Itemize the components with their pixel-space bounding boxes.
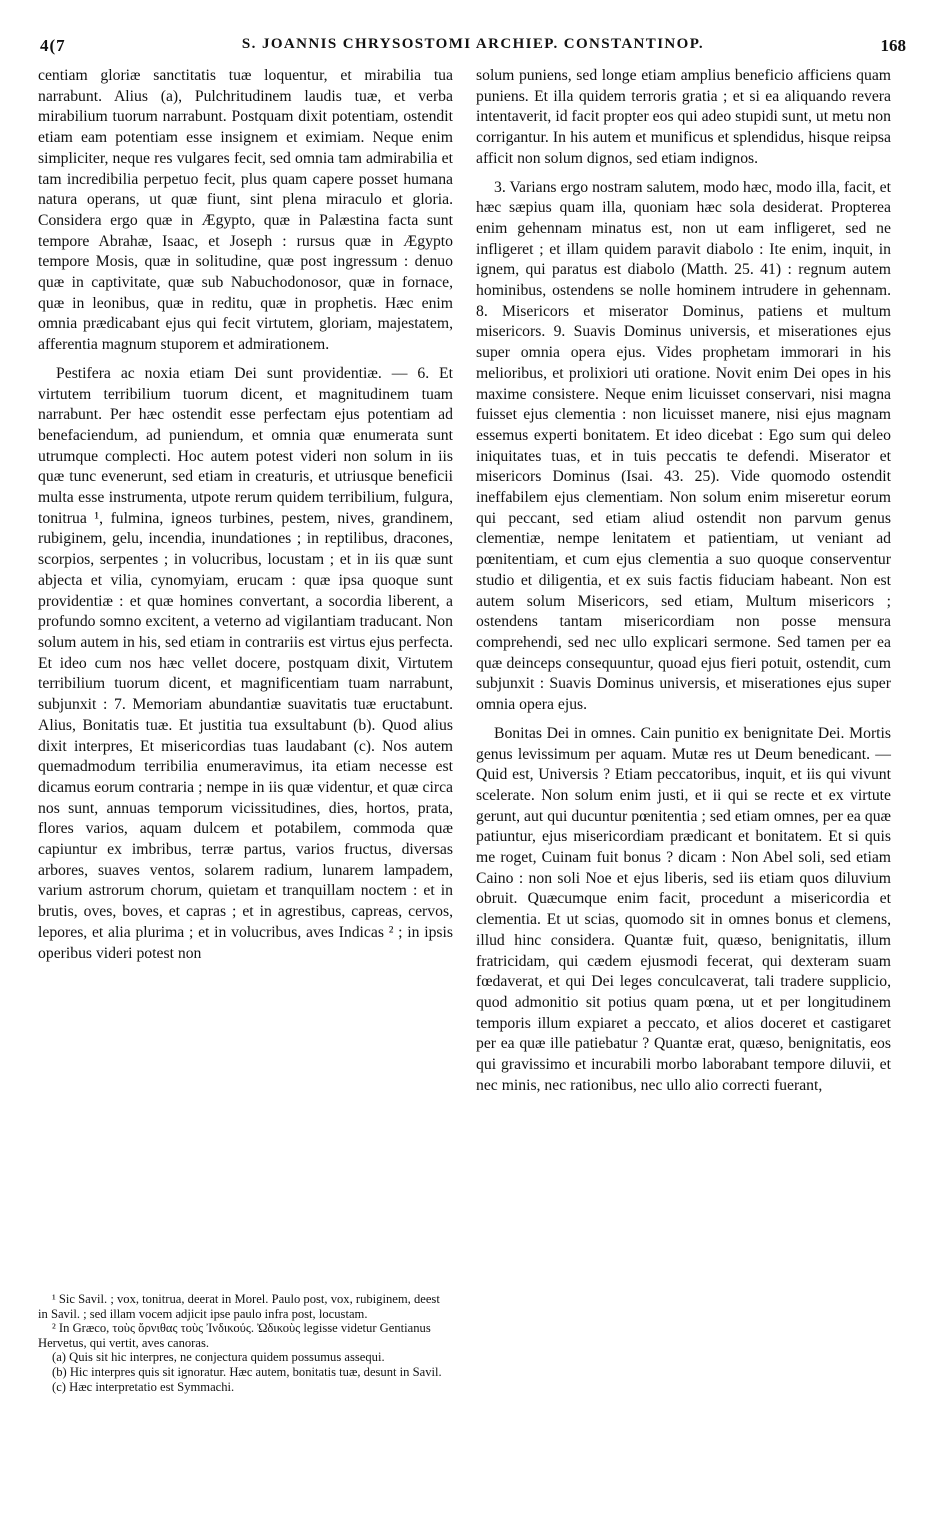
footnotes [38,1292,448,1394]
page-number-right: 168 [880,36,906,55]
paragraph: centiam gloriæ sanctitatis tuæ loquentur, et mirabilia tua narrabunt. Alius (a), Pulchritudinem laudis tuæ, et verba mirabilium tuorum narrabunt. Postquam dixit potentiam, ostendit etiam eam potentiam esse insignem et eximiam. Neque enim simpliciter, neque res vulgares fecit, sed omnia tam admirabilia et tam incredibilia perpetuo fecit, plus quam capere posset humana natura operans, ut quæ fiunt, sint plena miraculo et gloria. Considera ergo quæ in Ægypto, quæ in Palæstina facta sunt tempore Abrahæ, Isaac, et Joseph : rursus quæ in Ægypto tempore Mosis, quæ in solitudine, quæ post ingressum : denuo quæ in captivitate, quæ sub Nabuchodonosor, quæ in fornace, quæ in leonibus, quæ in reditu, quæ in prophetis. Hæc enim omnia prædicabant ejus qui fecit virtutem, gloriam, majestatem, afferentia magnum stuporem et admirationem. [38,67,453,354]
paragraph: Pestifera ac noxia etiam Dei sunt providentiæ. — 6. Et virtutem terribilium tuorum dicent, et magnitudinem tuam narrabunt. Per hæc ostendit esse perfectam ejus potentiam ad benefaciendum, ad puniendum, et omnia quæ enumerata sunt utrumque complecti. Hoc autem potest videri non solum in iis quæ tunc evenerunt, sed etiam in creaturis, et utriusque beneficii multa esse instrumenta, utpote rerum quidem terribilium, fulgura, tonitrua ¹, fulmina, igneos turbines, pestem, nives, grandinem, rubiginem, gelu, incendia, inundationes ; in reptilibus, dracones, scorpios, serpentes ; in volucribus, locustam ; et in iis quæ sunt abjecta et vilia, cynomyiam, erucam : quæ ipsa quoque sunt providentiæ : et quæ homines convertant, a socordia liberent, a profundo somno excitent, a veterno ad vigilantiam traducant. Non solum autem in his, sed etiam in contrariis est virtus ejus perfecta. Et ideo cum nos hæc vellet docere, postquam dixit, Virtutem terribilium tuorum dicent, et magnificentiam tuam narrabunt, subjunxit : 7. Memoriam abundantiæ suavitatis tuæ eructabunt. Alius, Bonitatis tuæ. Et justitia tua exsultabunt (b). Quod alius dixit interpres, Et misericordias tuas laudabant (c). Nos autem quemadmodum terribilia enumeravimus, ita etiam necesse est dicamus eorum contraria ; nempe in iis quæ videntur, et quæ circa nos sunt, annuas temporum vicissitudines, dies, hortos, prata, flores varios, aquam dulcem et potabilem, commoda quæ capiuntur ex imbribus, terræ partus, varios fructus, diversas arbores, suaves ventos, solarem radium, lunarem lampadem, varium astrorum chorum, quietam et tranquillam noctem : et in brutis, oves, boves, et capras ; et in agrestibus, capreas, cervos, lepores, et alia plurima ; et in volucribus, aves Indicas ² ; in ipsis operibus videri potest non [38,364,453,962]
paragraph: solum puniens, sed longe etiam amplius beneficio afficiens quam puniens. Et illa quidem terroris gratia ; et si ea aliquando revera intentaverit, id facit propter eos qui adeo stupidi sunt, ut metu non corrigantur. In his autem et munificus et splendidus, hisque reipsa afficit non solum dignos, sed etiam indignos. [476,67,891,167]
paragraph: Bonitas Dei in omnes. Cain punitio ex benignitate Dei. Mortis genus levissimum per aquam. Mutæ res ut Deum benedicant. — Quid est, Universis ? Etiam peccatoribus, inquit, et iis qui vivunt scelerate. Non solum enim justi, et ii qui se recte et ex virtute gerunt, aut qui ducuntur pœnitentia ; sed etiam omnes, per ea quæ patiuntur, ejus misericordiam prædicant et bonitatem. Et si quis me roget, Cuinam fuit bonus ? dicam : Non Abel soli, sed etiam Caino : non soli Noe et ejus liberis, sed iis etiam quos diluvium obruit. Quæcumque enim facit, procedunt a misericordia et clementia. Et ut scias, quomodo sit in omnes bonus et clemens, illud hinc considera. Quantæ fuit, quæso, benignitatis, illum fratricidam, qui cædem ejusmodi fecerat, qui dexteram suam fœdaverat, et qui Dei leges conculcaverat, tali tradere supplicio, quod admonitio sit potius quam pœna, ut et per longitudinem temporis illum expiaret a peccato, et alios doceret et castigaret per ea quæ ille patiebatur ? Quantæ erat, quæso, benignitatis, eos qui gravissimo et incurabili morbo laborabant tempore diluvii, et nec minis, nec rationibus, nec ullo alio correcti fuerant, [476,724,891,1094]
right-column [476,66,891,1104]
running-title: S. JOANNIS CHRYSOSTOMI ARCHIEP. CONSTANTINOP. [241,36,705,52]
footnote: (b) Hic interpres quis sit ignoratur. Hæc autem, bonitatis tuæ, desunt in Savil. [52,1364,442,1379]
paragraph: 3. Varians ergo nostram salutem, modo hæc, modo illa, facit, et hæc sæpius quam illa, quoniam hæc sola desiderat. Propterea enim gehennam minatus est, non ut eam infligeret, sed ne infligeret ; et illam quidem paravit diabolo : Ite enim, inquit, in ignem, qui paratus est diabolo (Matth. 25. 41) : regnum autem hominibus, ostendens se nolle hominem intrudere in gehennam. 8. Misericors et miserator Dominus, patiens et multum misericors. 9. Suavis Dominus universis, et miserationes ejus super omnia opera ejus. Vides prophetam immorari in his melioribus, et prolixiori uti oratione. Novit enim Dei opes in his maxime consistere. Neque enim licuisset conservari, nisi magna fuisset ejus clementia : non licuisset manere, nisi ejus magnam essemus experti bonitatem. Et ideo dicebat : Ego sum qui deleo iniquitates tuas, et in tuis peccatis te defendi. Miserator et misericors Dominus (Isai. 43. 25). Vide quomodo ostendit ineffabilem ejus clementiam. Non solum enim miseretur eorum qui peccant, sed etiam aliud ostendit non parvum genus clementiæ, nempe lenitatem et patientiam, ut veniant ad pœnitentiam, et cum ejus clementia a suo quoque conserventur studio et diligentia, et ex suis factis fiduciam habeant. Non est autem solum Misericors, sed etiam, Multum misericors ; ostendens tantam misericordiam non posse mensura comprehendi, sed nec ullo explicari sermone. Sed tamen per ea quæ deinceps consequuntur, quoad ejus fieri potuit, ostendit, cum subjunxit : Suavis Dominus universis, et miserationes ejus super omnia opera ejus. [476,178,891,714]
left-column [38,66,453,972]
footnote: ¹ Sic Savil. ; vox, tonitrua, deerat in Morel. Paulo post, vox, rubiginem, deest in Savil. ; sed illam vocem adjicit ipse paulo infra post, locustam. [38,1292,440,1321]
page-header [40,36,906,66]
page-number-left: 4(7 [40,36,66,55]
footnote: ² In Græco, τοὺς ὄρνιθας τοὺς Ἰνδικούς. Ὠδικοὺς legisse videtur Gentianus Hervetus, qui vertit, aves canoras. [38,1321,431,1350]
footnote: (a) Quis sit hic interpres, ne conjectura quidem possumus assequi. [52,1350,385,1365]
footnote: (c) Hæc interpretatio est Symmachi. [52,1379,235,1394]
